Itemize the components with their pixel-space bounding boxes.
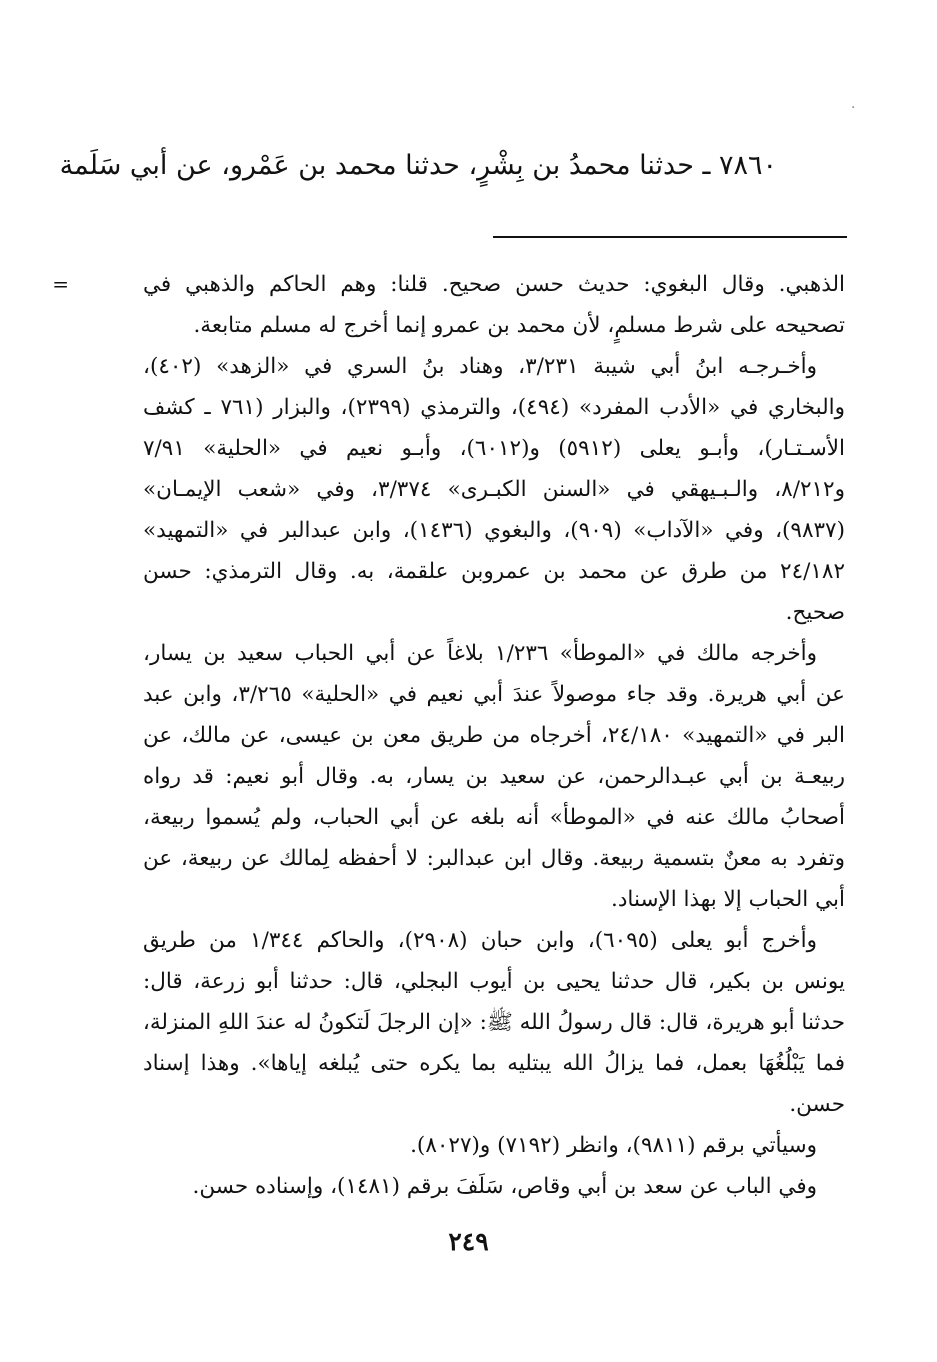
footnote-line: حسن. <box>789 1092 845 1117</box>
footnote-paragraph <box>143 1166 845 1207</box>
footnote-line: تصحيحه على شرط مسلمٍ، لأن محمد بن عمرو إنما أخرج له مسلم متابعة. <box>193 313 845 338</box>
footnote-line: أبي الحباب إلا بهذا الإسناد. <box>611 887 845 912</box>
footnote-separator-rule <box>493 236 847 238</box>
footnote-line: وسيأتي برقم (٩٨١١)، وانظر (٧١٩٢) و(٨٠٢٧). <box>410 1133 817 1158</box>
continuation-marker: = <box>52 272 69 296</box>
footnote-line: ٢٤/١٨٢ من طرق عن محمد بن عمروبن علقمة، به. وقال الترمذي: حسن <box>143 559 845 584</box>
footnote-line: وفي الباب عن سعد بن أبي وقاص، سَلَفَ برقم (١٤٨١)، وإسناده حسن. <box>192 1174 817 1199</box>
footnote-line: (٩٨٣٧)، وفي «الآداب» (٩٠٩)، والبغوي (١٤٣٦)، وابن عبدالبر في «التمهيد» <box>143 518 845 543</box>
footnote-line: و٨/٢١٢، والـبـيهقي في «السنن الكبـرى» ٣/٣٧٤، وفي «شعب الإيمـان» <box>143 477 845 502</box>
footnote-line: فما يَبْلُغُهَا بعمل، فما يزالُ الله يبتليه بما يكره حتى يُبلغه إياها». وهذا إسناد <box>143 1051 845 1076</box>
margin-mark: · <box>851 100 856 116</box>
footnote-line: وأخـرجـه ابنُ أبي شيبة ٣/٢٣١، وهناد بنُ السري في «الزهد» (٤٠٢)، <box>143 354 817 379</box>
footnote-paragraph <box>143 346 845 633</box>
footnote-line: أصحابُ مالك عنه في «الموطأ» أنه بلغه عن أبي الحباب، ولم يُسموا ربيعة، <box>143 805 845 830</box>
footnote-paragraph <box>143 633 845 920</box>
footnote-line: الذهبي. وقال البغوي: حديث حسن صحيح. قلنا: وهم الحاكم والذهبي في <box>143 272 845 297</box>
footnote-line: عن أبي هريرة. وقد جاء موصولاً عندَ أبي نعيم في «الحلية» ٣/٢٦٥، وابن عبد <box>143 682 845 707</box>
footnote-line: وأخرجه مالك في «الموطأ» ١/٢٣٦ بلاغاً عن أبي الحباب سعيد بن يسار، <box>143 641 817 666</box>
footnote-line: وأخرج أبو يعلى (٦٠٩٥)، وابن حبان (٢٩٠٨)، والحاكم ١/٣٤٤ من طريق <box>143 928 817 953</box>
footnote-line: يونس بن بكير، قال حدثنا يحيى بن أيوب البجلي، قال: حدثنا أبو زرعة، قال: <box>143 969 845 994</box>
hadith-text: ٧٨٦٠ ـ حدثنا محمدُ بن بِشْرٍ، حدثنا محمد بن عَمْرو، عن أبي سَلَمة <box>59 150 777 181</box>
footnote-paragraph <box>143 264 845 346</box>
page-number: ٢٤٩ <box>448 1227 489 1256</box>
footnote-line: صحيح. <box>785 600 845 625</box>
footnote-line: والبخاري في «الأدب المفرد» (٤٩٤)، والترمذي (٢٣٩٩)، والبزار (٧٦١ ـ كشف <box>143 395 845 420</box>
footnotes-block <box>143 264 845 1207</box>
footnote-line: حدثنا أبو هريرة، قال: قال رسولُ الله ﷺ: «إن الرجلَ لَتكونُ له عندَ اللهِ المنزلة، <box>142 1010 845 1035</box>
footnote-line: الأسـتـار)، وأبـو يعلى (٥٩١٢) و(٦٠١٢)، وأبـو نعيم في «الحلية» ٧/٩١ <box>143 436 845 461</box>
footnote-line: البر في «التمهيد» ٢٤/١٨٠، أخرجاه من طريق معن بن عيسى، عن مالك، عن <box>143 723 845 748</box>
footnote-line: وتفرد به معنٌ بتسمية ربيعة. وقال ابن عبدالبر: لا أحفظه لِمالك عن ربيعة، عن <box>143 846 845 871</box>
footnote-paragraph <box>143 920 845 1125</box>
footnote-line: ربيعـة بن أبي عبـدالرحمن، عن سعيد بن يسار، به. وقال أبو نعيم: قد رواه <box>143 764 845 789</box>
footnote-paragraph <box>143 1125 845 1166</box>
